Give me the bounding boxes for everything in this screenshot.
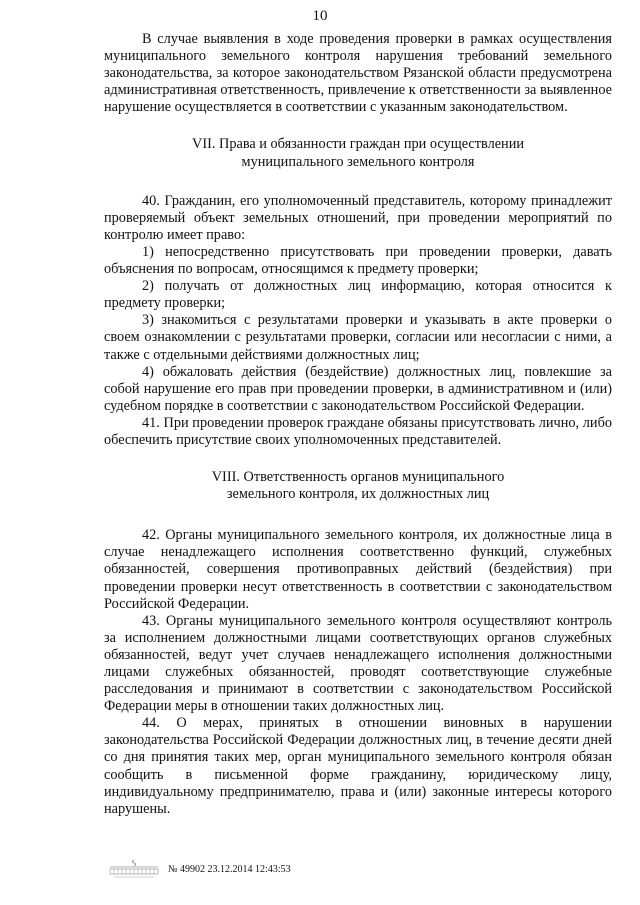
paragraph-40: 40. Гражданин, его уполномоченный представитель, которому принадлежит проверяемый объект земельных отношений, при проведении мероприятий по контролю имеет право: (104, 192, 612, 243)
section-7-title-line-2: муниципального земельного контроля (241, 153, 475, 170)
paragraph-40-3: 3) знакомиться с результатами проверки и указывать в акте проверки о своем ознакомлении с результатами проверки, согласии или несогласии с ними, а также с отдельными действиями должностных лиц; (104, 312, 612, 363)
section-8-title-line-1: VIII. Ответственность органов муниципального (211, 469, 505, 486)
paragraph-40-4: 4) обжаловать действия (бездействие) должностных лиц, повлекшие за собой нарушение его прав при проведении проверки, в административном и (или) судебном порядке в соответствии с законодательством Российской Федерации. (104, 363, 612, 414)
page-number: 10 (312, 8, 328, 24)
paragraph-40-2: 2) получать от должностных лиц информацию, которая относится к предмету проверки; (104, 278, 612, 312)
section-7-heading (104, 136, 612, 170)
document-body (104, 31, 612, 818)
section-8-title-line-2: земельного контроля, их должностных лиц (226, 486, 490, 503)
paragraph-40-1: 1) непосредственно присутствовать при проведении проверки, давать объяснения по вопросам, относящимся к предмету проверки; (104, 243, 612, 278)
document-footer (108, 859, 588, 881)
paragraph-44: 44. О мерах, принятых в отношении виновных в нарушении законодательства Российской Федерации должностных лиц, в течение десяти дней со дня принятия таких мер, орган муниципального земельного контроля обязан сообщить в письменной форме гражданину, юридическому лицу, индивидуальному предпринимателю, права и (или) законные интересы которого нарушены. (104, 715, 612, 817)
paragraph-42: 42. Органы муниципального земельного контроля, их должностные лица в случае ненадлежащего исполнения соответственно функций, служебных обязанностей, совершения противоправных действий (бездействия) при проведении проверки несут ответственность в соответствии с законодательством Российской Федерации. (104, 527, 612, 612)
section-8-heading (104, 469, 612, 503)
paragraph-43: 43. Органы муниципального земельного контроля осуществляют контроль за исполнением должностными лицами соответствующих органов служебных обязанностей, ведут учет случаев ненадлежащего исполнения должностными лицами служебных обязанностей, проводят соответствующие служебные расследования и принимают в соответствии с законодательством Российской Федерации меры в отношении таких должностных лиц. (104, 612, 612, 715)
section-7-title-line-1: VII. Права и обязанности граждан при осуществлении (192, 136, 524, 153)
registration-number: № 49902 23.12.2014 12:43:53 (168, 864, 291, 875)
paragraph-intro: В случае выявления в ходе проведения проверки в рамках осуществления муниципального земельного контроля нарушения требований земельного законодательства, за которое законодательством Рязанской области предусмотрена административная ответственность, привлечение к ответственности за выявленное нарушение осуществляется в соответствии с указанным законодательством. (104, 31, 612, 116)
registration-stamp-icon (108, 859, 160, 879)
paragraph-41: 41. При проведении проверок граждане обязаны присутствовать лично, либо обеспечить присутствие своих уполномоченных представителей. (104, 414, 612, 448)
